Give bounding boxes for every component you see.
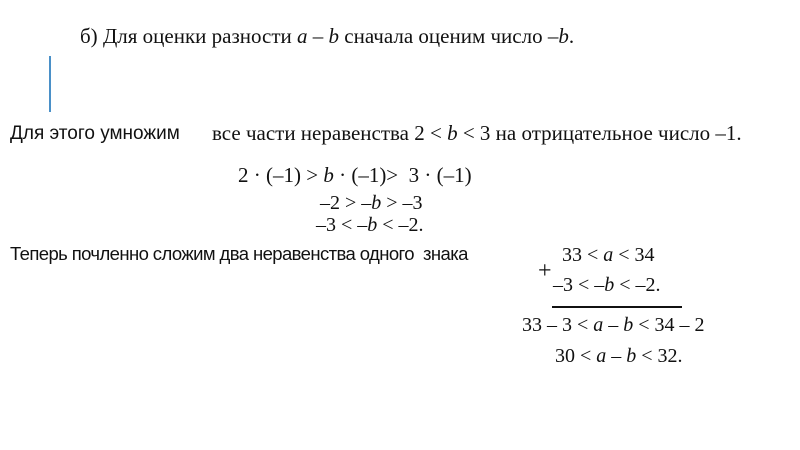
var-a: a	[297, 24, 308, 48]
slide-accent-bar	[49, 56, 51, 112]
var-b: b	[328, 24, 340, 48]
derivation-row-1-c: · (–1)> 3 · (–1)	[339, 163, 472, 187]
sum-result-1-var-a: a	[593, 314, 604, 336]
header-text-before: Для оценки разности	[102, 24, 292, 48]
derivation-row-1-a: 2 · (–1) >	[238, 163, 319, 187]
multiply-lead: Для этого умножим	[10, 123, 180, 144]
sum-result-1	[522, 315, 705, 335]
sum-result-2-a: 30 <	[555, 345, 592, 367]
derivation-row-2-c: > –3	[386, 192, 423, 214]
sum-result-1-b: < 34 – 2	[638, 314, 705, 336]
add-line-text: Теперь почленно сложим два неравенства одного знака	[10, 243, 468, 264]
derivation-row-3	[316, 215, 424, 235]
sum-result-2	[555, 346, 683, 366]
header-line	[80, 26, 574, 47]
sum-result-2-minus: –	[611, 345, 622, 367]
sum-ineq-1-a: 33 <	[562, 244, 599, 266]
sum-inequality-1	[562, 245, 655, 265]
derivation-row-3-a: –3 < –	[316, 214, 368, 236]
sum-ineq-1-var: a	[603, 244, 614, 266]
derivation-row-1-b: b	[323, 163, 334, 187]
sum-ineq-2-b: < –2.	[619, 274, 661, 296]
sum-result-1-var-b: b	[623, 314, 634, 336]
sum-result-2-b: < 32.	[641, 345, 683, 367]
neg-b: –b	[547, 24, 569, 48]
sum-result-1-a: 33 – 3 <	[522, 314, 589, 336]
derivation-row-2	[320, 193, 423, 213]
derivation-row-2-a: –2 > –	[320, 192, 372, 214]
sum-ineq-1-b: < 34	[618, 244, 655, 266]
plus-sign: +	[538, 258, 552, 284]
sum-divider-line	[552, 306, 682, 308]
sum-ineq-2-var: b	[604, 274, 615, 296]
sum-inequality-2	[553, 275, 661, 295]
derivation-row-3-c: < –2.	[382, 214, 424, 236]
header-period: .	[568, 24, 575, 48]
multiply-rest-before: все части неравенства 2 <	[212, 121, 442, 145]
derivation-row-1	[238, 165, 472, 186]
multiply-rest-after: < 3 на отрицательное число –1.	[462, 121, 742, 145]
derivation-row-3-b: b	[367, 214, 378, 236]
derivation-row-2-b: b	[371, 192, 382, 214]
multiply-rest	[212, 123, 742, 144]
sum-result-1-minus: –	[608, 314, 619, 336]
minus-sign: –	[312, 24, 324, 48]
multiply-var-b: b	[447, 121, 458, 145]
sum-result-2-var-a: a	[596, 345, 607, 367]
sum-result-2-var-b: b	[626, 345, 637, 367]
sum-ineq-2-a: –3 < –	[553, 274, 605, 296]
part-label: б)	[80, 24, 98, 48]
header-text-after: сначала оценим число	[344, 24, 543, 48]
